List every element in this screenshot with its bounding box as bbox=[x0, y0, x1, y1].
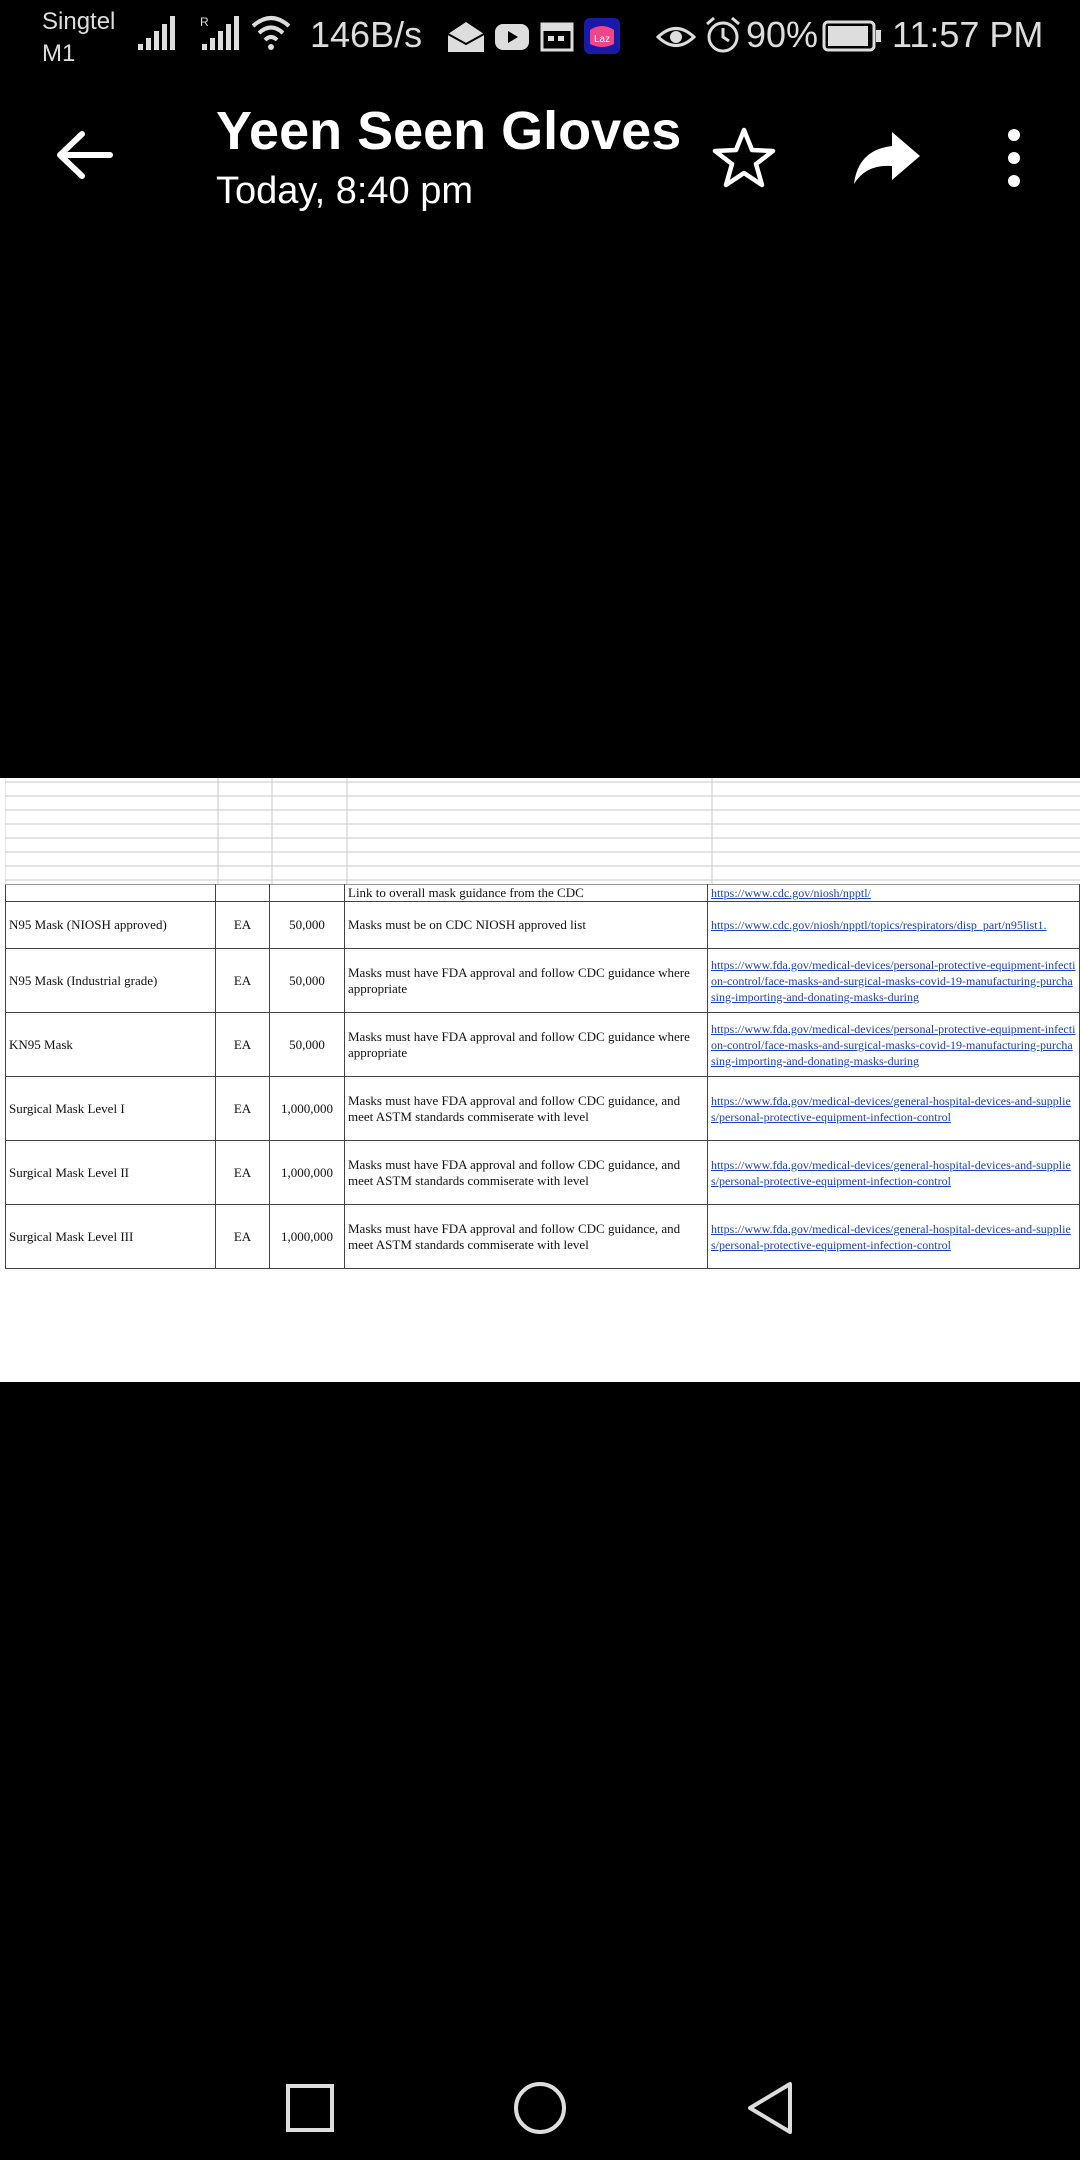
calendar-icon bbox=[540, 20, 574, 52]
table-row bbox=[6, 1077, 1080, 1141]
unit-cell: EA bbox=[216, 949, 270, 1013]
eye-icon bbox=[656, 22, 696, 52]
navigation-bar bbox=[0, 2040, 1080, 2160]
link-cell[interactable]: https://www.fda.gov/medical-devices/general-hospital-devices-and-supplies/personal-protective-equipment-infection-control bbox=[711, 1093, 1071, 1124]
quantity-cell: 1,000,000 bbox=[270, 1077, 345, 1141]
link-cell[interactable]: https://www.fda.gov/medical-devices/general-hospital-devices-and-supplies/personal-protective-equipment-infection-control bbox=[711, 1221, 1071, 1252]
link-cell[interactable]: https://www.cdc.gov/niosh/npptl/topics/respirators/disp_part/n95list1. bbox=[711, 918, 1047, 932]
alarm-icon bbox=[704, 16, 742, 54]
carrier-line2: M1 bbox=[42, 40, 76, 67]
item-name-cell: Surgical Mask Level III bbox=[6, 1205, 216, 1269]
mail-icon bbox=[446, 20, 486, 54]
quantity-cell: 1,000,000 bbox=[270, 1141, 345, 1205]
more-vert-icon[interactable] bbox=[996, 126, 1032, 190]
unit-cell: EA bbox=[216, 1141, 270, 1205]
link-cell[interactable]: https://www.fda.gov/medical-devices/general-hospital-devices-and-supplies/personal-protective-equipment-infection-control bbox=[711, 1157, 1071, 1188]
battery-icon bbox=[822, 20, 882, 52]
svg-text:Laz: Laz bbox=[594, 34, 611, 45]
requirement-cell: Masks must have FDA approval and follow CDC guidance, and meet ASTM standards commiserate with level bbox=[345, 1077, 708, 1141]
home-icon[interactable] bbox=[510, 2078, 570, 2138]
item-name-cell: Surgical Mask Level I bbox=[6, 1077, 216, 1141]
youtube-icon bbox=[494, 22, 530, 52]
page-title: Yeen Seen Gloves bbox=[216, 101, 682, 161]
clock: 11:57 PM bbox=[892, 14, 1044, 55]
quantity-cell: 1,000,000 bbox=[270, 1205, 345, 1269]
unit-cell: EA bbox=[216, 1077, 270, 1141]
document-image[interactable] bbox=[0, 778, 1080, 1382]
requirement-cell: Masks must have FDA approval and follow CDC guidance, and meet ASTM standards commiserate with level bbox=[345, 1205, 708, 1269]
quantity-cell: 50,000 bbox=[270, 949, 345, 1013]
wifi-icon bbox=[250, 14, 292, 52]
back-triangle-icon[interactable] bbox=[740, 2078, 800, 2138]
spreadsheet-empty-grid bbox=[5, 778, 1080, 884]
unit-cell: EA bbox=[216, 1013, 270, 1077]
svg-text:R: R bbox=[200, 15, 209, 29]
link-cell[interactable]: https://www.fda.gov/medical-devices/personal-protective-equipment-infection-control/face-masks-and-surgical-masks-covid-19-manufacturing-purchasing-importing-and-donating-masks-during bbox=[711, 957, 1076, 1004]
app-bar bbox=[0, 80, 1080, 240]
back-arrow-icon[interactable] bbox=[50, 120, 120, 190]
link-cell[interactable]: https://www.fda.gov/medical-devices/personal-protective-equipment-infection-control/face-masks-and-surgical-masks-covid-19-manufacturing-purchasing-importing-and-donating-masks-during bbox=[711, 1021, 1076, 1068]
table-row bbox=[6, 1013, 1080, 1077]
table-row bbox=[6, 1205, 1080, 1269]
signal-icon bbox=[136, 14, 178, 52]
requirement-cell: Masks must have FDA approval and follow CDC guidance, and meet ASTM standards commiserate with level bbox=[345, 1141, 708, 1205]
item-name-cell: KN95 Mask bbox=[6, 1013, 216, 1077]
mask-requirements-table bbox=[5, 884, 1080, 1269]
page-subtitle: Today, 8:40 pm bbox=[216, 170, 474, 212]
table-row bbox=[6, 949, 1080, 1013]
table-row bbox=[6, 902, 1080, 949]
quantity-cell: 50,000 bbox=[270, 902, 345, 949]
net-speed: 146B/s bbox=[310, 14, 423, 55]
item-name-cell: N95 Mask (NIOSH approved) bbox=[6, 902, 216, 949]
carrier-line1: Singtel bbox=[42, 8, 116, 35]
share-icon[interactable] bbox=[852, 128, 922, 188]
battery-percent: 90% bbox=[746, 14, 819, 55]
status-bar bbox=[0, 0, 1080, 70]
requirement-cell: Link to overall mask guidance from the CDC bbox=[345, 885, 708, 902]
requirement-cell: Masks must have FDA approval and follow CDC guidance where appropriate bbox=[345, 1013, 708, 1077]
roaming-signal-icon bbox=[200, 14, 242, 52]
unit-cell: EA bbox=[216, 1205, 270, 1269]
unit-cell: EA bbox=[216, 902, 270, 949]
carrier-label bbox=[42, 6, 115, 70]
guidance-row bbox=[6, 885, 1080, 902]
item-name-cell: N95 Mask (Industrial grade) bbox=[6, 949, 216, 1013]
link-cell[interactable]: https://www.cdc.gov/niosh/npptl/ bbox=[711, 886, 871, 900]
requirement-cell: Masks must be on CDC NIOSH approved list bbox=[345, 902, 708, 949]
table-row bbox=[6, 1141, 1080, 1205]
recent-apps-icon[interactable] bbox=[280, 2078, 340, 2138]
star-icon[interactable] bbox=[712, 126, 776, 190]
item-name-cell: Surgical Mask Level II bbox=[6, 1141, 216, 1205]
quantity-cell: 50,000 bbox=[270, 1013, 345, 1077]
requirement-cell: Masks must have FDA approval and follow CDC guidance where appropriate bbox=[345, 949, 708, 1013]
lazada-icon bbox=[584, 18, 620, 54]
